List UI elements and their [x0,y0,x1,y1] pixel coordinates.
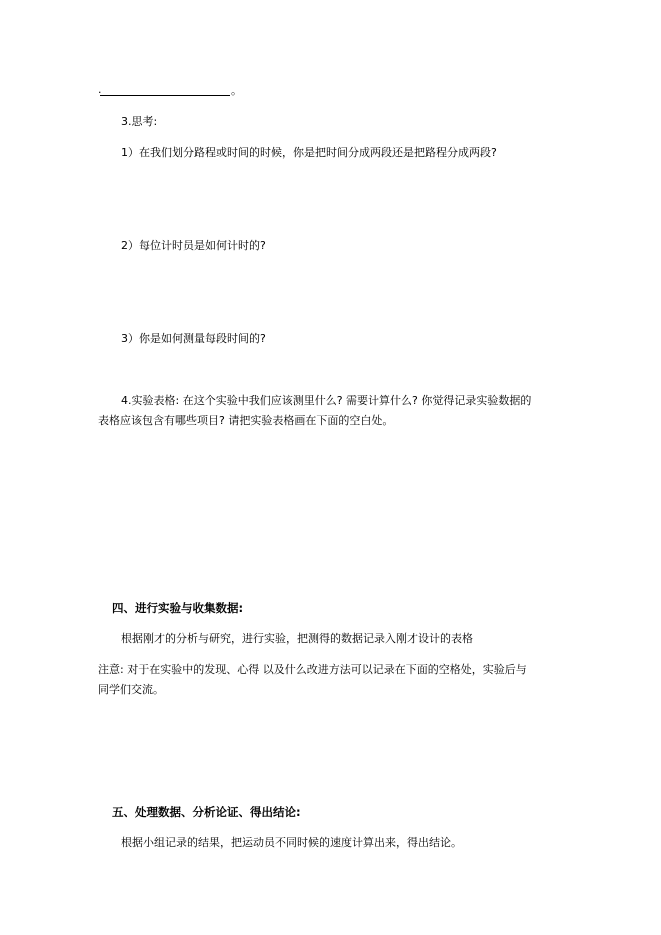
table-prompt-line-2: 表格应该包含有哪些项目? 请把实验表格画在下面的空白处。 [98,414,394,427]
part4-body: 根据刚才的分析与研究，进行实验，把测得的数据记录入刚才设计的表格 [121,632,473,645]
think-label: 3.思考: [121,115,158,128]
part5-title: 五、处理数据、分析论证、得出结论: [112,805,301,819]
part4-note-line-1: 注意: 对于在实验中的发现、心得 以及什么改进方法可以记录在下面的空格处，实验后与 [98,663,527,676]
question-3: 3）你是如何测量每段时间的? [121,332,266,345]
blank-lead-mark: . [98,83,102,96]
question-1: 1）在我们划分路程或时间的时候，你是把时间分成两段还是把路程分成两段? [121,146,497,159]
part5-body: 根据小组记录的结果，把运动员不同时候的速度计算出来，得出结论。 [121,836,462,849]
part4-title: 四、进行实验与收集数据: [112,601,244,615]
question-2: 2）每位计时员是如何计时的? [121,239,266,252]
blank-underline [100,95,230,96]
table-prompt-line-1: 4.实验表格: 在这个实验中我们应该测里什么? 需要计算什么? 你觉得记录实验数据的 [121,394,532,407]
blank-period: 。 [231,84,242,97]
part4-note-line-2: 同学们交流。 [98,683,164,696]
